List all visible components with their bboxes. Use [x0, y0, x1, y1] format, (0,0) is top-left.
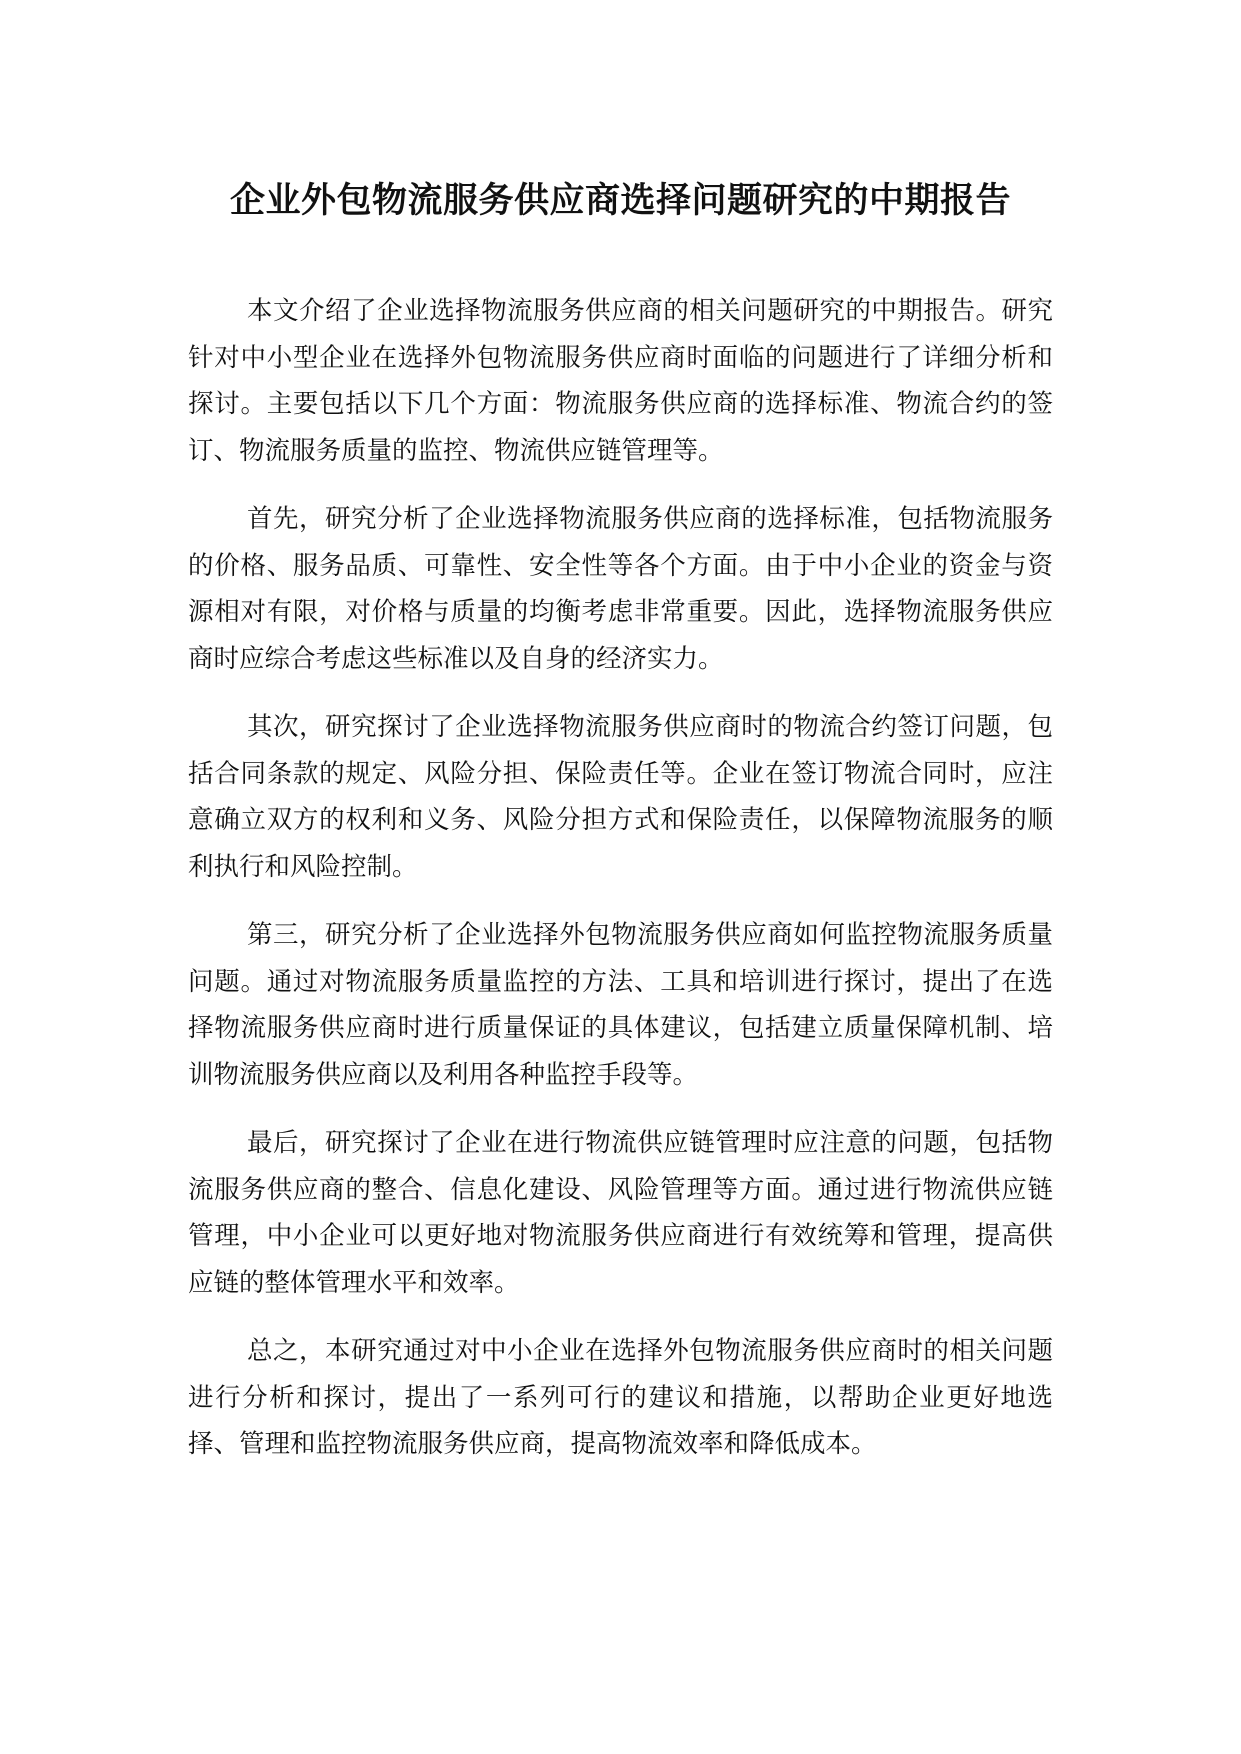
paragraph-conclusion: 总之，本研究通过对中小企业在选择外包物流服务供应商时的相关问题进行分析和探讨，提出了一系列可行的建议和措施，以帮助企业更好地选择、管理和监控物流服务供应商，提高物流效率和降低成本。: [188, 1336, 1053, 1459]
paragraph-contract-signing: 其次，研究探讨了企业选择物流服务供应商时的物流合约签订问题，包括合同条款的规定、风险分担、保险责任等。企业在签订物流合同时，应注意确立双方的权利和义务、风险分担方式和保险责任，以保障物流服务的顺利执行和风险控制。: [188, 712, 1053, 882]
document-body: [188, 288, 1053, 1490]
paragraph-supply-chain: 最后，研究探讨了企业在进行物流供应链管理时应注意的问题，包括物流服务供应商的整合、信息化建设、风险管理等方面。通过进行物流供应链管理，中小企业可以更好地对物流服务供应商进行有效统筹和管理，提高供应链的整体管理水平和效率。: [188, 1128, 1053, 1298]
paragraph-selection-criteria: 首先，研究分析了企业选择物流服务供应商的选择标准，包括物流服务的价格、服务品质、可靠性、安全性等各个方面。由于中小企业的资金与资源相对有限，对价格与质量的均衡考虑非常重要。因此，选择物流服务供应商时应综合考虑这些标准以及自身的经济实力。: [188, 504, 1053, 674]
paragraph-intro: 本文介绍了企业选择物流服务供应商的相关问题研究的中期报告。研究针对中小型企业在选择外包物流服务供应商时面临的问题进行了详细分析和探讨。主要包括以下几个方面：物流服务供应商的选择标准、物流合约的签订、物流服务质量的监控、物流供应链管理等。: [188, 296, 1053, 466]
paragraph-quality-monitoring: 第三，研究分析了企业选择外包物流服务供应商如何监控物流服务质量问题。通过对物流服务质量监控的方法、工具和培训进行探讨，提出了在选择物流服务供应商时进行质量保证的具体建议，包括建立质量保障机制、培训物流服务供应商以及利用各种监控手段等。: [188, 920, 1053, 1090]
document-title: 企业外包物流服务供应商选择问题研究的中期报告: [229, 181, 1011, 221]
